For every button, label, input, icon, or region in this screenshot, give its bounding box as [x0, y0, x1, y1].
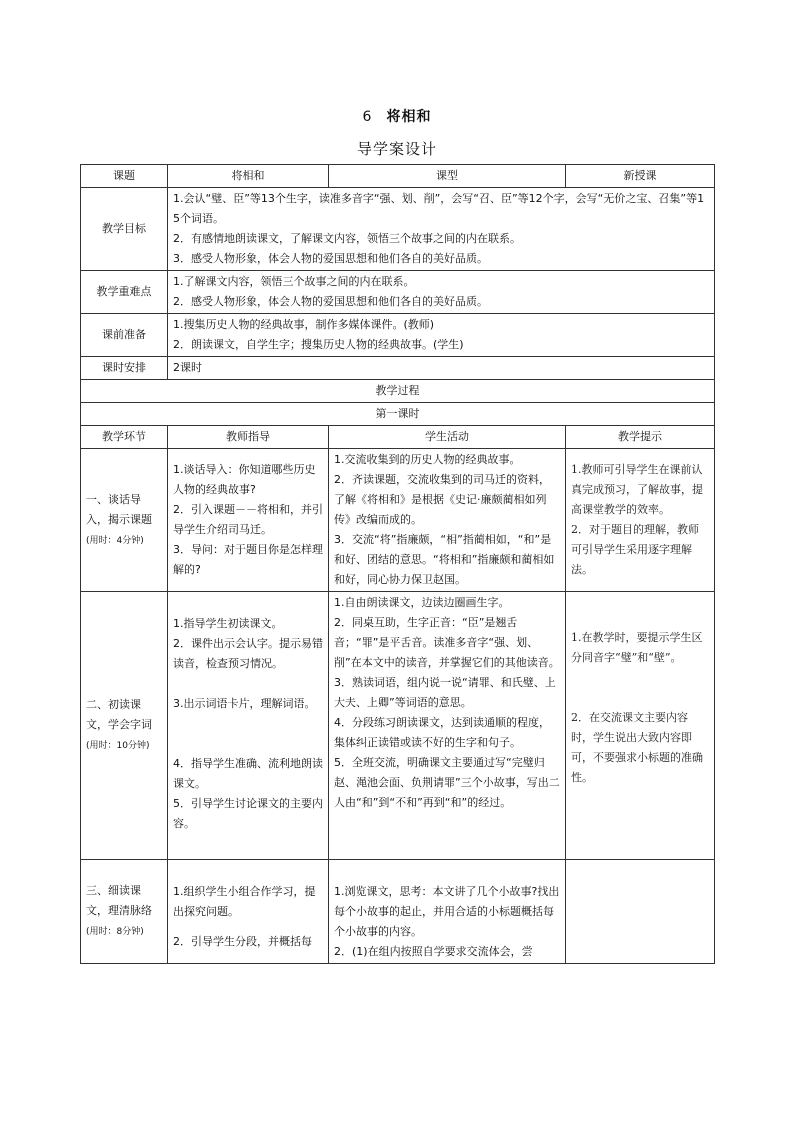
student-item: 2．同桌互助，生字正音：“臣”是翘舌音；“罪”是平舌音。读准多音字“强、划、削”在本文中的读音，并掌握它们的其他读音。: [334, 616, 560, 669]
hint-item: 2．在交流课文主要内容时，学生说出大致内容即可，不要强求小标题的准确性。: [571, 711, 703, 784]
stage-name-cell: [81, 860, 168, 964]
stage-time: (用时：10分钟): [86, 741, 150, 751]
lesson-plan-table: [80, 164, 715, 964]
type-value: 新授课: [566, 165, 715, 188]
stage-name: 一、谈话导入，揭示课题: [86, 492, 152, 526]
teacher-item: 2．课件出示会认字。提示易错读音，检查预习情况。: [173, 637, 323, 670]
student-item: 4．分段练习朗读课文，达到读通顺的程度，集体纠正读错或读不好的生字和句子。: [334, 716, 550, 749]
hint-cell: [566, 592, 715, 860]
goals-label: 教学目标: [81, 188, 168, 271]
stage-name-cell: [81, 449, 168, 592]
col-header-stage: 教学环节: [81, 426, 168, 449]
student-item: 3．熟读词语，组内说一说“请罪、和氏璧、上大夫、上卿”等词语的意思。: [334, 676, 556, 709]
prep-label: 课前准备: [81, 314, 168, 357]
type-label: 课型: [329, 165, 566, 188]
teacher-item: 2．引入课题－－将相和，并引导学生介绍司马迁。: [173, 503, 323, 536]
stage-name-cell: [81, 592, 168, 860]
schedule-label: 课时安排: [81, 357, 168, 380]
teacher-item: 2．引导学生分段，并概括每: [173, 935, 312, 948]
student-cell: [329, 860, 566, 964]
process-title: 教学过程: [81, 380, 715, 403]
student-item: 2．(1)在组内按照自学要求交流体会，尝: [334, 945, 533, 958]
student-cell: [329, 449, 566, 592]
key-point-item: 2．感受人物形象，体会人物的爱国思想和他们各自的美好品质。: [173, 295, 488, 308]
doc-title: 导学案设计: [356, 140, 437, 158]
prep-content: [168, 314, 715, 357]
stage-name: 二、初读课文，学会字词: [86, 698, 152, 731]
process-title-row: [81, 380, 715, 403]
student-item: 3．交流“将”指廉颇，“相”指蔺相如，“和”是和好、团结的意思。“将相和”指廉颇和蔺相如和好，同心协力保卫赵国。: [334, 533, 555, 586]
stage-time: (用时：4分钟): [86, 535, 144, 546]
teacher-item: 1.组织学生小组合作学习，提出探究问题。: [173, 885, 316, 918]
stage-row: [81, 449, 715, 592]
hint-item: 1.教师可引导学生在课前认真完成预习，了解故事，提高课堂教学的效率。: [571, 463, 703, 516]
goals-row: [81, 188, 715, 271]
stage-row: [81, 592, 715, 860]
prep-item: 2．朗读课文，自学生字；搜集历史人物的经典故事。(学生): [173, 338, 464, 351]
teacher-cell: [168, 449, 329, 592]
teacher-item: 1.谈话导入：你知道哪些历史人物的经典故事?: [173, 463, 316, 496]
hint-cell: [566, 449, 715, 592]
teacher-item: 4．指导学生准确、流利地朗读课文。: [173, 757, 323, 790]
schedule-row: [81, 357, 715, 380]
prep-row: [81, 314, 715, 357]
key-point-item: 1.了解课文内容，领悟三个故事之间的内在联系。: [173, 275, 415, 288]
prep-item: 1.搜集历史人物的经典故事，制作多媒体课件。(教师): [173, 318, 435, 331]
schedule-value: 2课时: [168, 357, 715, 380]
col-header-hint: 教学提示: [566, 426, 715, 449]
student-item: 1.浏览课文，思考：本文讲了几个小故事?找出每个小故事的起止，并用合适的小标题概括每个小故事的内容。: [334, 885, 560, 938]
lesson-number: 6: [362, 109, 373, 125]
stage-time: (用时：8分钟): [86, 927, 144, 937]
teacher-item: 1.指导学生初读课文。: [173, 617, 283, 630]
student-item: 2．齐读课题，交流收集到的司马迁的资料，了解《将相和》是根据《史记·廉颇蔺相如列传》改编而成的。: [334, 473, 550, 526]
subject-value: 将相和: [168, 165, 329, 188]
student-item: 1.交流收集到的历史人物的经典故事。: [334, 453, 521, 466]
goal-item: 1.会认“璧、臣”等13个生字，读准多音字“强、划、削”，会写“召、臣”等12个字，会写“无价之宝、召集”等15个词语。: [173, 192, 705, 225]
lesson-heading: [0, 106, 794, 126]
key-points-content: [168, 271, 715, 314]
stage-name: 三、细读课文，理清脉络: [86, 884, 152, 917]
session-title-row: [81, 403, 715, 426]
teacher-cell: [168, 860, 329, 964]
student-item: 5．全班交流，明确课文主要通过写“完璧归赵、渑池会面、负荆请罪”三个小故事，写出二人由“和”到“不和”再到“和”的经过。: [334, 756, 560, 809]
goal-item: 2．有感情地朗读课文，了解课文内容，领悟三个故事之间的内在联系。: [173, 232, 521, 245]
lesson-title: 将相和: [386, 109, 432, 125]
key-points-label: 教学重难点: [81, 271, 168, 314]
teacher-item: 5．引导学生讨论课文的主要内容。: [173, 797, 323, 830]
hint-item: 2．对于题目的理解，教师可引导学生采用逐字理解法。: [571, 523, 699, 576]
teacher-item: 3．导问：对于题目你是怎样理解的?: [173, 543, 323, 576]
teacher-cell: [168, 592, 329, 860]
stage-row: [81, 860, 715, 964]
col-header-student: 学生活动: [329, 426, 566, 449]
hint-item: 1.在教学时，要提示学生区分同音字“璧”和“壁”。: [571, 631, 703, 664]
col-header-teacher: 教师指导: [168, 426, 329, 449]
student-item: 1.自由朗读课文，边读边圈画生字。: [334, 596, 510, 609]
key-points-row: [81, 271, 715, 314]
column-header-row: [81, 426, 715, 449]
goals-content: [168, 188, 715, 271]
subject-label: 课题: [81, 165, 168, 188]
goal-item: 3．感受人物形象，体会人物的爱国思想和他们各自的美好品质。: [173, 252, 488, 265]
hint-cell: [566, 860, 715, 964]
student-cell: [329, 592, 566, 860]
info-row: [81, 165, 715, 188]
session-title: 第一课时: [81, 403, 715, 426]
teacher-item: 3.出示词语卡片，理解词语。: [173, 697, 316, 710]
